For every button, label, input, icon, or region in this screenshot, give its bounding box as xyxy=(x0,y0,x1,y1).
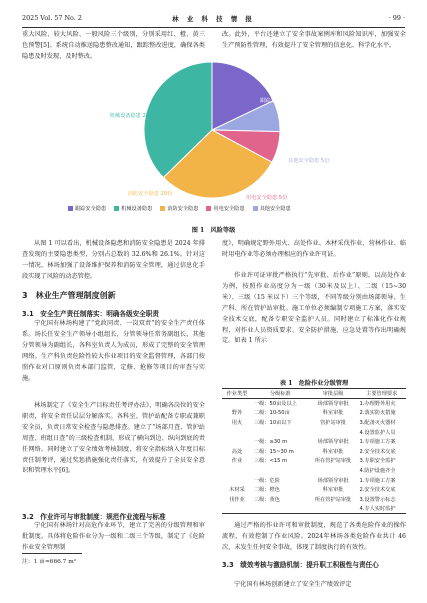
table-cell: 作业 xyxy=(231,458,243,465)
table-cell: 2.安全技术交底 xyxy=(359,448,396,455)
left-intro-paragraph: 重大风险、较大风险、一般风险三个级别，分别采用红、橙、黄三色预警[5]。系统自动推送隐患整改通知，跟踪整改进度，确保各类隐患及时发现、及时整改。 xyxy=(22,31,205,60)
pie-chart xyxy=(22,55,405,210)
table-row xyxy=(222,418,406,428)
legend-item xyxy=(253,205,291,212)
right-paragraph-2: 作业许可证审批严格执行“先审批、后作业”原则。以高处作业为例，按照作业高度分为一级（30米及以上）、二级（15~30 米）、三级（15 米以下）三个等级，不同等级分别由场部领导、生产科、所在管护站审批。施工单位必须编制专项施工方案，落实安全技术交底，配备专职安全监护人员。同时建立了标准化作业规程，对作业人员资质要求、安全防护措施、应急处置等作出明确规定。如表 1 所示 xyxy=(222,272,406,345)
legend-swatch xyxy=(68,206,73,211)
table-row xyxy=(222,456,406,466)
legend-swatch xyxy=(206,206,211,211)
legend-label: 其他安全隐患 xyxy=(259,206,291,212)
table-cell: 2.落实防火措施 xyxy=(359,410,396,417)
table-header: 分级标准 xyxy=(252,389,309,399)
table-cell: 管护站审批 xyxy=(320,419,347,426)
journal-title: 林 业 科 技 情 报 xyxy=(172,15,255,23)
subsection-heading-3-1: 3.1 安全生产责任制落实：明确各级安全职责 xyxy=(22,310,159,318)
table-cell xyxy=(309,427,358,437)
slice-label: 其他安全隐患 5份 xyxy=(288,158,330,164)
running-header xyxy=(22,14,405,26)
table-cell: 1.专项施工方案 xyxy=(359,439,396,446)
table-cell: 场部领导审批 xyxy=(317,477,349,484)
legend-item xyxy=(160,205,198,212)
legend-item xyxy=(206,205,244,212)
table-row xyxy=(222,504,406,514)
table-cell: 二级：橙色 xyxy=(253,487,280,494)
table-cell: 二级：15~30 m xyxy=(253,448,294,455)
table-caption: 表 1 危险作业分级管理 xyxy=(279,380,349,387)
legend-swatch xyxy=(253,206,258,211)
table-cell xyxy=(222,475,252,485)
volume-info: 2025 Vol. 57 No. 2 xyxy=(22,14,82,22)
table-row xyxy=(222,475,406,485)
table-cell: 用火 xyxy=(231,419,243,426)
table-cell xyxy=(222,427,252,437)
table-row xyxy=(222,446,406,456)
table-cell: 一级：50亩及以上 xyxy=(253,401,297,408)
table-cell: 3.配备灭火器材 xyxy=(359,419,396,426)
table-cell xyxy=(252,427,309,437)
page-number: · 99 · xyxy=(388,14,405,22)
legend-label: 机械设备隐患 xyxy=(121,206,153,212)
table-row xyxy=(222,485,406,495)
table-cell: 高处 xyxy=(231,448,243,455)
table-cell: 1.办理野外用火 xyxy=(359,401,396,408)
table-row xyxy=(222,437,406,447)
table-cell xyxy=(222,437,252,447)
legend-label: 跟踪安全隐患 xyxy=(75,206,107,212)
header-rule xyxy=(22,27,405,28)
risk-table xyxy=(222,388,406,514)
table-cell: 场部领导审批 xyxy=(317,401,349,408)
table-cell: 2.安全技术交底 xyxy=(359,487,396,494)
table-cell xyxy=(309,466,358,476)
table-cell: 1.专项施工方案 xyxy=(359,477,396,484)
table-cell: 一级：≥30 m xyxy=(253,439,288,446)
slice-label: 跟踪安全隐患 12份 xyxy=(260,98,305,104)
table-header: 审批层级 xyxy=(309,389,358,399)
legend-label: 用电安全隐患 xyxy=(213,206,245,212)
slice-label: 消防安全隐患 20份 xyxy=(127,191,173,197)
table-cell: 木材采 xyxy=(229,487,245,494)
table-cell xyxy=(222,466,252,476)
table-cell: 一级：危险 xyxy=(253,477,280,484)
table-cell: 3.设置警示标志 xyxy=(359,496,396,503)
table-cell xyxy=(222,399,252,409)
left-paragraph-3: 林场制定了《安全生产目标责任考评办法》，明确各岗位的安全职责，将安全责任层层分解落实。各科室、管护站配备专职或兼职安全员，负责日常安全检查与隐患排查。建立了“场部月查、管护站周查、班组日查”的三级检查机制，形成了横向到边、纵向到底的责任网络。同时建立了安全绩效考核制度，将安全指标纳入年度目标责任制考评，通过奖惩措施强化责任落实，有效提升了全员安全意识和管理水平[6]。 xyxy=(22,402,205,475)
legend-swatch xyxy=(160,206,165,211)
table-cell: 科室审批 xyxy=(322,487,344,494)
table-cell: 场部领导审批 xyxy=(317,439,349,446)
right-paragraph-1: 度》，明确规定野外用火、高处作业、木材采伐作业、营林作业、临时用电作业等必须办理相应的作业许可证。 xyxy=(222,240,406,258)
footnote-rule xyxy=(22,553,82,554)
table-row xyxy=(222,408,406,418)
table-cell: 所在管护站审批 xyxy=(314,496,352,503)
table-row xyxy=(222,466,406,476)
table-row xyxy=(222,494,406,504)
table-cell: 三级：<15 m xyxy=(253,458,288,465)
left-paragraph-4: 宁化国有林场针对高危作业环节，建立了完善的分级管理和审批制度。具体将危险作业分为一级和二级三个等级，制定了《危险作业安全管理制 xyxy=(22,522,205,551)
table-row xyxy=(222,399,406,409)
table-cell: 三级：黄色 xyxy=(253,496,280,503)
table-cell: 二级：10-50亩 xyxy=(253,410,290,417)
table-cell xyxy=(309,504,358,514)
table-header: 作业类型 xyxy=(222,389,252,399)
right-paragraph-3: 通过严格的作业许可和审批制度，规范了各类危险作业的操作流程，有效控制了作业风险。2024年林场各类危险作业共计 46 次，未发生任何安全事故，体现了制度执行的有效性。 xyxy=(222,522,406,551)
left-paragraph-1: 从图 1 可以看出，机械设备隐患和消防安全隐患是 2024 年排查发现的主要隐患类型，分别占总数的 32.6%和 26.1%。针对这一情况，林场加强了设备维护保养和消防安全管理，通过信息化手段实现了风险的动态管控。 xyxy=(22,240,205,280)
table-cell: 野外 xyxy=(231,410,243,417)
footnote: 注：1 亩≈666.7 m² xyxy=(22,559,77,565)
subsection-heading-3-2: 3.2 作业许可与审批制度：规范作业流程与标准 xyxy=(22,513,166,521)
table-header-row xyxy=(222,389,406,399)
table-cell: 3.专职安全监护 xyxy=(359,458,396,465)
chart-legend xyxy=(68,205,299,212)
table-cell: 科室审批 xyxy=(322,448,344,455)
table-header: 主要管理要求 xyxy=(357,389,406,399)
table-cell: 伐作业 xyxy=(229,496,245,503)
legend-item xyxy=(68,205,106,212)
section-heading-3: 3 林业生产管理制度创新 xyxy=(22,291,116,300)
table-cell: 三级：10亩以下 xyxy=(253,419,292,426)
legend-swatch xyxy=(114,206,119,211)
right-intro-paragraph: 改。此外，平台还建立了安全事故案例库和风险知识库，加强安全生产预防性管理，有效提升了安全管理的信息化、科学化水平。 xyxy=(222,31,406,49)
table-cell: 4.防护设施齐全 xyxy=(359,467,396,474)
table-cell: 所在管护站审批 xyxy=(314,458,352,465)
table-row xyxy=(222,427,406,437)
table-cell xyxy=(252,466,309,476)
right-paragraph-4: 宁化国有林场创新建立了安全生产绩效评定 xyxy=(234,581,352,588)
table-cell xyxy=(252,504,309,514)
table-cell: 4.设置监护人员 xyxy=(359,429,396,436)
table-cell: 4.专人实时监护 xyxy=(357,504,406,514)
table-cell: 科室审批 xyxy=(322,410,344,417)
figure-caption: 图 1 风险等级 xyxy=(191,227,236,234)
subsection-heading-3-3: 3.3 绩效考核与激励机制：提升职工积极性与责任心 xyxy=(222,561,379,569)
legend-item xyxy=(114,205,152,212)
table-cell xyxy=(222,504,252,514)
legend-label: 消防安全隐患 xyxy=(167,206,199,212)
slice-label: 机械设备隐患 25份 xyxy=(109,113,155,119)
slice-label: 用电安全隐患 5份 xyxy=(246,195,288,201)
left-paragraph-2: 宁化国有林场构建了“党政同责、一岗双责”的安全生产责任体系。场长任安全生产领导小组组长，分管领导任常务副组长，其他分管领导为副组长，各科室负责人为成员，形成了完整的安全管理网络。生产科负责危险性较大作业项目的安全监督管理，各部门按照作业对口原则负责本部门监管，定修、抢修等项目的审查与实施。 xyxy=(22,320,205,382)
